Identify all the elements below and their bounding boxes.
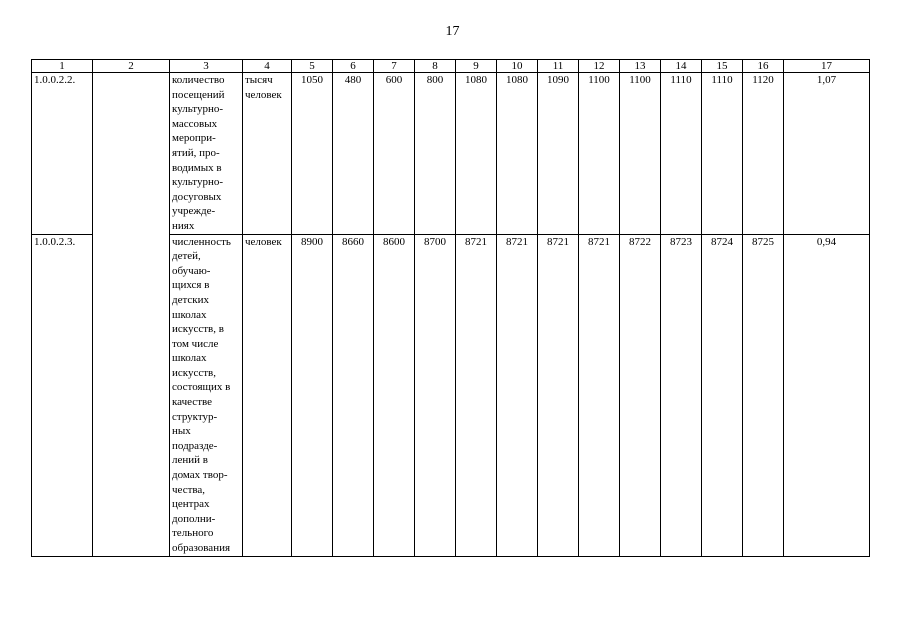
value-cell: 480 [333, 73, 374, 235]
value-cell: 8722 [620, 234, 661, 556]
value-cell: 1080 [456, 73, 497, 235]
column-header-6: 6 [333, 60, 374, 73]
row-code: 1.0.0.2.3. [32, 234, 93, 556]
header-row [32, 60, 870, 73]
indicator-name-line: подразде- [172, 439, 218, 452]
column-header-1: 1 [32, 60, 93, 73]
indicator-name-line: массовых [172, 117, 218, 130]
value-cell: 8721 [538, 234, 579, 556]
value-cell: 8723 [661, 234, 702, 556]
column-2-cell [93, 73, 170, 557]
indicator-name-line: чества, [172, 483, 206, 496]
value-cell: 1050 [292, 73, 333, 235]
unit-of-measure [243, 73, 292, 235]
indicator-name-line: центрах [172, 498, 210, 511]
value-cell: 8660 [333, 234, 374, 556]
indicator-name-line: учрежде- [172, 205, 216, 218]
column-header-11: 11 [538, 60, 579, 73]
column-header-7: 7 [374, 60, 415, 73]
ratio-cell: 1,07 [784, 73, 870, 235]
column-header-3: 3 [170, 60, 243, 73]
indicator-name [170, 234, 243, 556]
indicator-name-line: образования [172, 542, 231, 554]
indicator-name-line: лений в [172, 454, 208, 467]
indicator-name-line: посещений [172, 88, 225, 101]
unit-line: человек [245, 235, 282, 248]
column-header-9: 9 [456, 60, 497, 73]
column-header-2: 2 [93, 60, 170, 73]
column-header-15: 15 [702, 60, 743, 73]
unit-line: тысяч [245, 74, 273, 86]
indicator-name-line: искусств, [172, 366, 216, 379]
column-header-17: 17 [784, 60, 870, 73]
column-header-8: 8 [415, 60, 456, 73]
indicator-name-line: структур- [172, 410, 218, 423]
indicator-name-line: детских [172, 293, 210, 306]
column-header-14: 14 [661, 60, 702, 73]
column-header-12: 12 [579, 60, 620, 73]
column-header-4: 4 [243, 60, 292, 73]
indicator-name-line: количество [172, 74, 225, 86]
value-cell: 1090 [538, 73, 579, 235]
column-header-13: 13 [620, 60, 661, 73]
value-cell: 1100 [620, 73, 661, 235]
indicator-name-line: школах [172, 352, 207, 365]
value-cell: 1110 [702, 73, 743, 235]
data-table [31, 59, 870, 557]
value-cell: 8700 [415, 234, 456, 556]
indicator-name [170, 73, 243, 235]
table-body [32, 73, 870, 557]
value-cell: 8721 [579, 234, 620, 556]
indicator-name-line: искусств, в [172, 323, 224, 336]
indicator-name-line: ниях [172, 219, 195, 232]
table-row [32, 73, 870, 235]
indicator-name-line: водимых в [172, 161, 222, 174]
column-header-16: 16 [743, 60, 784, 73]
indicator-name-line: досуговых [172, 190, 222, 203]
value-cell: 1080 [497, 73, 538, 235]
unit-line: человек [245, 88, 282, 101]
value-cell: 8725 [743, 234, 784, 556]
value-cell: 8600 [374, 234, 415, 556]
indicator-name-line: том числе [172, 337, 219, 350]
value-cell: 8724 [702, 234, 743, 556]
value-cell: 8721 [456, 234, 497, 556]
value-cell: 1110 [661, 73, 702, 235]
indicator-name-line: культурно- [172, 103, 224, 116]
value-cell: 8900 [292, 234, 333, 556]
indicator-name-line: щихся в [172, 279, 210, 292]
column-header-10: 10 [497, 60, 538, 73]
indicator-name-line: ятий, про- [172, 146, 220, 159]
value-cell: 8721 [497, 234, 538, 556]
indicator-name-line: культурно- [172, 176, 224, 189]
indicator-name-line: меропри- [172, 132, 216, 145]
unit-of-measure [243, 234, 292, 556]
value-cell: 1100 [579, 73, 620, 235]
indicator-name-line: школах [172, 308, 207, 321]
indicator-name-line: численность [172, 235, 231, 248]
indicator-name-line: ных [172, 425, 191, 438]
page-number: 17 [445, 24, 460, 39]
indicator-name-line: обучаю- [172, 264, 211, 277]
value-cell: 800 [415, 73, 456, 235]
row-code: 1.0.0.2.2. [32, 73, 93, 235]
ratio-cell: 0,94 [784, 234, 870, 556]
column-header-5: 5 [292, 60, 333, 73]
indicator-name-line: качестве [172, 396, 213, 409]
value-cell: 600 [374, 73, 415, 235]
indicator-name-line: дополни- [172, 512, 216, 525]
indicator-name-line: тельного [172, 527, 214, 540]
indicator-name-line: состоящих в [172, 381, 231, 394]
value-cell: 1120 [743, 73, 784, 235]
indicator-name-line: домах твор- [172, 469, 228, 482]
indicator-name-line: детей, [172, 250, 201, 263]
